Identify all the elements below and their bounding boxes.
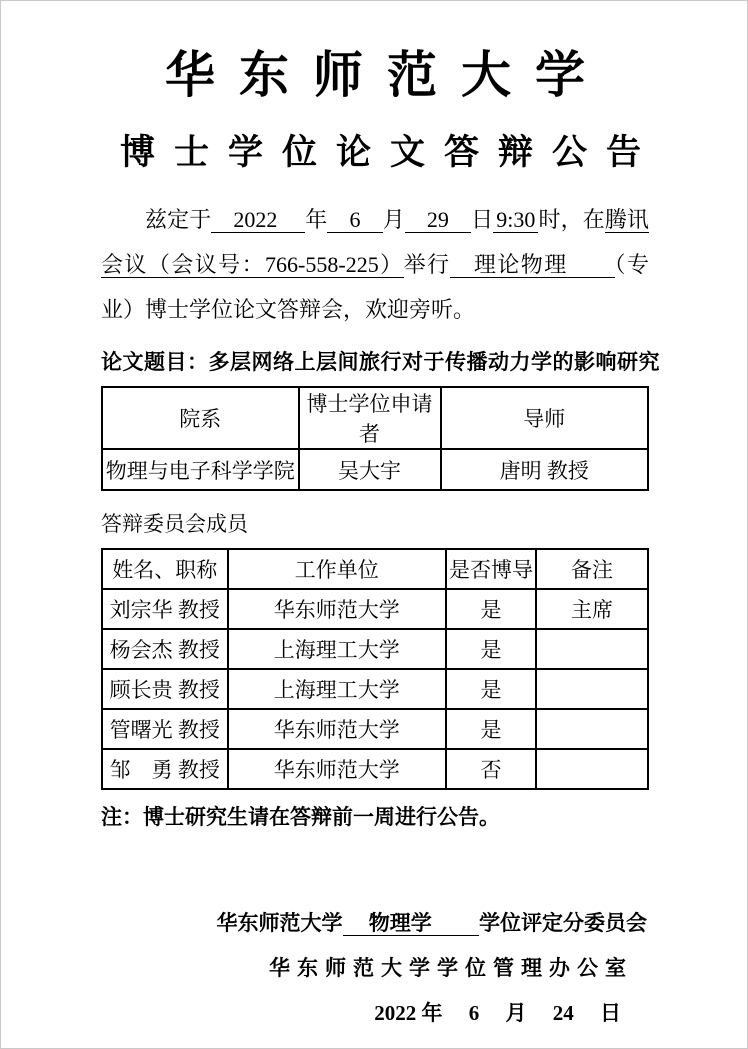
committee-section-label: 答辩委员会成员 [101,512,248,536]
committee-header-cell: 备注 [536,549,648,589]
applicant-cell: 吴大宇 [299,449,441,490]
info-header-row [102,387,648,449]
day-unit: 日 [471,207,494,232]
venue-blank: 腾讯会议（会议号：766-558-225） [101,207,649,277]
member-unit-cell: 华东师范大学 [228,589,446,629]
member-supervisor-cell: 是 [446,629,536,669]
member-supervisor-cell: 否 [446,749,536,789]
day-blank: 29 [404,207,472,232]
department-cell: 物理与电子科学学院 [102,449,299,490]
time-suffix: 时，在 [538,207,605,232]
committee-header-cell: 工作单位 [228,549,446,589]
member-name-cell: 顾长贵 教授 [102,669,228,709]
footer-date-line: 2022 年 6 月 24 日 [374,1001,621,1025]
thesis-title-text: 多层网络上层间旅行对于传播动力学的影响研究 [208,350,660,374]
committee-row [102,709,648,749]
member-remark-cell [536,749,648,789]
major-blank: 理论物理 [450,252,615,277]
footer [101,901,649,1036]
month-blank: 6 [327,207,383,232]
member-supervisor-cell: 是 [446,709,536,749]
member-name-cell: 刘宗华 教授 [102,589,228,629]
info-header-cell: 博士学位申请者 [299,387,441,449]
member-unit-cell: 华东师范大学 [228,709,446,749]
time-blank: 9:30 [493,207,538,233]
committee-row [102,669,648,709]
verb-hold: 举行 [403,252,451,277]
committee-header-row [102,549,648,589]
thesis-title-line [101,346,660,376]
thesis-title-label: 论文题目： [101,350,209,374]
member-supervisor-cell: 是 [446,589,536,629]
member-name-cell: 杨会杰 教授 [102,629,228,669]
announcement-title: 博士学位论文答辩公告 [120,133,661,172]
member-unit-cell: 华东师范大学 [228,749,446,789]
year-blank: 2022 [211,207,306,232]
university-title: 华东师范大学 [165,47,609,103]
footer-committee-line [101,901,649,946]
committee-row [102,589,648,629]
member-name-cell: 管曙光 教授 [102,709,228,749]
note-line: 注：博士研究生请在答辩前一周进行公告。 [101,805,500,829]
member-remark-cell [536,709,648,749]
footer-committee-prefix: 华东师范大学 [216,911,343,935]
member-remark-cell [536,629,648,669]
member-remark-cell: 主席 [536,589,648,629]
member-unit-cell: 上海理工大学 [228,669,446,709]
member-name-cell: 邹 勇 教授 [102,749,228,789]
intro-prefix: 兹定于 [145,207,212,232]
intro-suffix: （专业）博士学位论文答辩会，欢迎旁听。 [101,252,649,322]
month-unit: 月 [382,207,405,232]
info-header-cell: 导师 [441,387,649,449]
intro-paragraph [101,197,649,332]
committee-header-cell: 是否博导 [446,549,536,589]
info-value-row [102,449,648,490]
year-unit: 年 [305,207,328,232]
member-supervisor-cell: 是 [446,669,536,709]
member-remark-cell [536,669,648,709]
committee-header-cell: 姓名、职称 [102,549,228,589]
committee-table [101,548,649,790]
footer-committee-suffix: 学位评定分委员会 [479,911,647,935]
info-header-cell: 院系 [102,387,299,449]
committee-row [102,749,648,789]
supervisor-cell: 唐明 教授 [441,449,649,490]
member-unit-cell: 上海理工大学 [228,629,446,669]
footer-office-line: 华东师范大学学位管理办公室 [269,956,633,980]
committee-row [102,629,648,669]
footer-major-blank: 物理学 [342,911,479,935]
info-table [101,386,649,491]
